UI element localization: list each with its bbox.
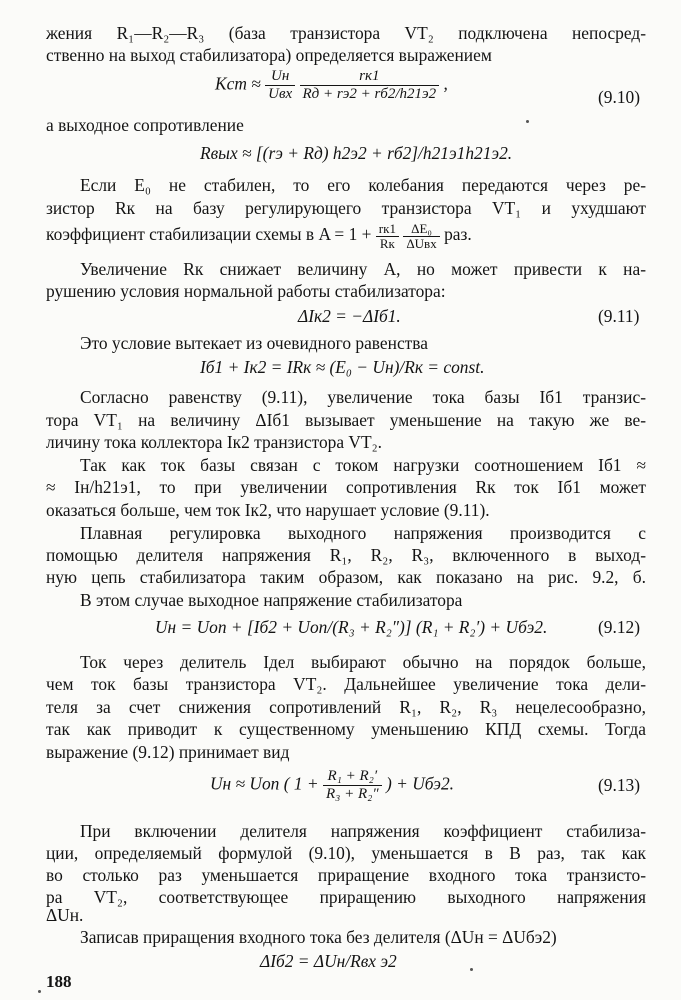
numerator: ΔE₀ <box>403 222 439 237</box>
eq-part: Uн ≈ Uоп ( 1 + <box>210 773 319 794</box>
text-line: личину тока коллектора Iк2 транзистора VT₂. <box>46 432 382 452</box>
text-line: а выходное сопротивление <box>46 115 244 135</box>
fraction <box>300 68 440 103</box>
text-line: ции, определяемый формулой (9.10), уменьшается в B раз, так как <box>46 843 646 863</box>
text-line: В этом случае выходное напряжение стабилизатора <box>80 590 463 610</box>
text-line: так как приводит к существенному уменьшению КПД схемы. Тогда <box>46 719 646 739</box>
equation-9-13 <box>210 768 454 803</box>
fraction <box>265 68 295 103</box>
speck <box>470 968 473 971</box>
text-span: раз. <box>444 224 472 244</box>
text-line: жения R₁—R₂—R₃ (база транзистора VT₂ подключена непосред- <box>46 23 646 43</box>
equation-const: Iб1 + Iк2 = IRк ≈ (E₀ − Uн)/Rк = const. <box>200 357 485 377</box>
speck <box>526 120 529 123</box>
text-line: зистор Rк на базу регулирующего транзистора VT₁ и ухудшают <box>46 198 646 218</box>
text-line: ра VT₂, соответствующее приращению выходного напряжения <box>46 887 646 907</box>
eq-part: ) + Uбэ2. <box>385 773 454 794</box>
text-line: выражение (9.12) принимает вид <box>46 742 290 762</box>
text-line: ную цепь стабилизатора таким образом, как показано на рис. 9.2, б. <box>46 567 646 587</box>
text-line: Это условие вытекает из очевидного равенства <box>80 333 428 353</box>
text-line-with-fractions <box>46 216 646 252</box>
denominator: ΔUвх <box>406 235 437 251</box>
text-line: Плавная регулировка выходного напряжения производится с <box>80 523 646 543</box>
text-line: чем ток базы транзистора VT₂. Дальнейшее увеличение тока дели- <box>46 674 646 694</box>
denominator: Rд + rэ2 + rб2/h21э2 <box>302 86 437 102</box>
text-line: во столько раз уменьшается приращение входного тока транзисто- <box>46 865 646 885</box>
text-line: ственно на выход стабилизатора) определяется выражением <box>46 45 492 65</box>
equation-9-11: ΔIк2 = −ΔIб1. <box>298 306 401 326</box>
text-line: теля за счет снижения сопротивлений R₁, R₂, R₃ нецелесообразно, <box>46 697 646 717</box>
equation-number: (9.13) <box>598 775 641 795</box>
text-line: Если E₀ не стабилен, то его колебания передаются через ре- <box>80 175 646 195</box>
text-line: Согласно равенству (9.11), увеличение тока базы Iб1 транзис- <box>80 387 646 407</box>
text-span: коэффициент стабилизации схемы в A = 1 + <box>46 224 372 244</box>
equation-number: (9.11) <box>598 306 640 326</box>
text-line: Увеличение Rк снижает величину A, но может привести к на- <box>80 259 646 279</box>
denominator: Rк <box>379 235 395 251</box>
speck <box>38 990 41 993</box>
fraction <box>376 222 399 251</box>
text-line: ΔUн. <box>46 905 84 925</box>
numerator: Uн <box>265 68 295 86</box>
numerator: rк1 <box>300 68 440 86</box>
denominator: Uвх <box>268 86 293 102</box>
equation-rvyh: Rвых ≈ [(rэ + Rд) h2э2 + rб2]/h21э1h21э2. <box>200 143 513 163</box>
text-line: При включении делителя напряжения коэффициент стабилиза- <box>80 821 646 841</box>
equation-9-10 <box>215 68 448 103</box>
text-line: ≈ Iн/h21э1, то при увеличении сопротивления Rк ток Iб1 может <box>46 477 646 497</box>
page-number: 188 <box>46 972 72 991</box>
text-line: Так как ток базы связан с током нагрузки соотношением Iб1 ≈ <box>80 455 646 475</box>
denominator: R₃ + R₂″ <box>326 786 379 802</box>
eq-lhs: Kст ≈ <box>215 73 261 94</box>
fraction <box>323 768 382 803</box>
text-line: Записав приращения входного тока без делителя (ΔUн = ΔUбэ2) <box>80 927 557 947</box>
eq-tail: , <box>443 73 448 94</box>
text-line: тора VT₁ на величину ΔIб1 вызывает уменьшение на такую же ве- <box>46 410 646 430</box>
text-line: оказаться больше, чем ток Iк2, что нарушает условие (9.11). <box>46 500 490 520</box>
text-line: помощью делителя напряжения R₁, R₂, R₃, включенного в выход- <box>46 545 646 565</box>
equation-9-12: Uн = Uоп + [Iб2 + Uоп/(R₃ + R₂″)] (R₁ + R₂′) + Uбэ2. <box>155 617 548 637</box>
fraction <box>403 222 439 251</box>
numerator: rк1 <box>376 222 399 237</box>
text-line: рушению условия нормальной работы стабилизатора: <box>46 281 446 301</box>
text-line: Ток через делитель Iдел выбирают обычно на порядок больше, <box>80 652 646 672</box>
equation-number: (9.10) <box>598 87 641 107</box>
equation-last: ΔIб2 = ΔUн/Rвх э2 <box>260 951 397 971</box>
equation-number: (9.12) <box>598 617 641 637</box>
numerator: R₁ + R₂′ <box>323 768 382 786</box>
